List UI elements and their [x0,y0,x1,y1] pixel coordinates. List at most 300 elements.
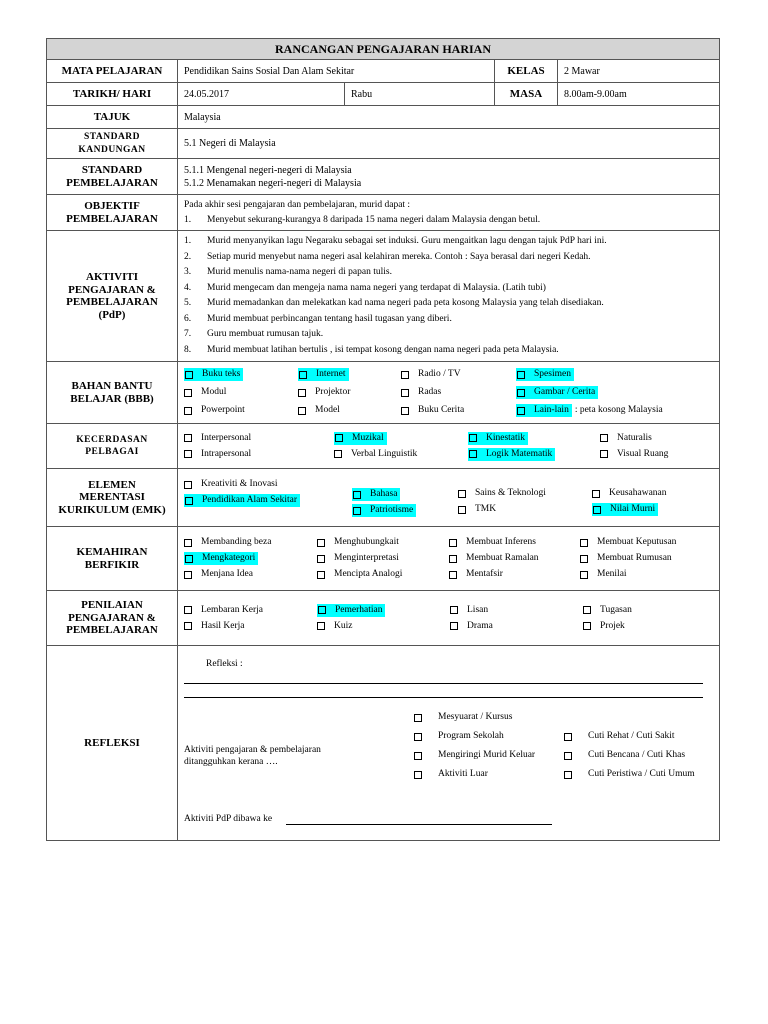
option-label: Lisan [467,604,489,615]
checkbox-icon[interactable] [564,733,572,741]
checkbox-option[interactable] [317,568,449,581]
checkbox-icon[interactable] [564,771,572,779]
checkbox-option[interactable] [458,487,592,500]
checkbox-option[interactable] [352,488,458,501]
emk-column [352,488,458,517]
label-line: STANDARD [83,132,141,142]
label-line: PENILAIAN [81,599,143,612]
option-label: Logik Matematik [486,448,553,459]
option-label: Projek [600,620,625,631]
checkbox-icon[interactable] [600,450,608,458]
checkbox-icon[interactable] [184,481,192,489]
checkbox-icon[interactable] [298,407,306,415]
option-body [334,448,417,461]
label-line: BELAJAR (BBB) [70,392,154,405]
option-label: Intrapersonal [201,448,252,459]
checkbox-icon[interactable] [583,606,591,614]
option-label: Muzikal [352,432,384,443]
option-label: Membanding beza [201,537,272,547]
option-body [184,432,251,445]
reason-option[interactable] [564,749,695,762]
hari-value: Rabu [345,83,495,106]
option-label: Lembaran Kerja [201,604,263,615]
checkbox-icon[interactable] [580,571,588,579]
option-label: Kinestatik [486,432,526,443]
option-body [450,620,493,633]
option-label: Modul [201,387,227,397]
checkbox-option[interactable] [184,368,298,381]
option-label: Nilai Murni [610,504,656,514]
highlighted-option [184,368,243,381]
option-body [401,368,461,381]
checkbox-option[interactable] [184,432,334,445]
checkbox-option[interactable] [401,386,516,399]
checkbox-icon[interactable] [184,389,192,397]
checkbox-icon[interactable] [449,555,457,563]
penilaian-label [47,591,178,646]
list-item [184,213,713,228]
label-line: (PdP) [98,308,126,321]
highlighted-option [516,404,572,417]
checkbox-icon[interactable] [564,752,572,760]
ditangguhkan-text: Aktiviti pengajaran & pembelajaran ditangguhkan kerana …. [184,745,321,767]
option-label: Hasil Kerja [201,620,245,631]
option-label: Membuat Inferens [466,537,536,547]
option-label: Menilai [597,569,627,579]
list-item [184,265,713,281]
reason-label: Cuti Rehat / Cuti Sakit [588,731,675,741]
page-title: RANCANGAN PENGAJARAN HARIAN [47,39,720,60]
checkbox-icon[interactable] [517,389,525,397]
option-label: Membuat Ramalan [466,553,539,563]
checkbox-option[interactable] [352,504,458,517]
label-line: PENGAJARAN & [68,611,156,624]
reason-option[interactable] [414,730,535,743]
option-body [401,386,441,399]
option-body [184,536,271,549]
option-body [184,620,245,633]
checkbox-icon[interactable] [583,622,591,630]
checkbox-option[interactable] [450,620,583,633]
option-label: Spesimen [534,369,571,379]
reason-label: Mengiringi Murid Keluar [438,750,536,760]
emk-column [184,478,352,507]
tajuk-label: TAJUK [47,106,178,129]
refleksi-section [178,646,720,841]
checkbox-icon[interactable] [317,622,325,630]
checkbox-option[interactable] [583,604,693,617]
checkbox-icon[interactable] [185,497,193,505]
option-body [317,620,352,633]
checkbox-icon[interactable] [184,571,192,579]
aktiviti-value [178,231,720,362]
kemahiran-label [47,527,178,591]
item-text: Menyebut sekurang-kurangya 8 daripada 15 nama negeri dalam Malaysia dengan betul. [207,214,541,225]
kemahiran-options [178,527,720,591]
tajuk-value: Malaysia [178,106,720,129]
standard-pembelajaran-value [178,159,720,195]
option-label: Kreativiti & Inovasi [201,479,278,489]
highlighted-option [298,368,349,381]
dibawa-ke-line[interactable] [286,824,552,825]
mata-pelajaran-value: Pendidikan Sains Sosial Dan Alam Sekitar [178,60,495,83]
label-line: OBJEKTIF [84,200,140,212]
label-line: KECERDASAN [76,434,148,445]
bbb-options [178,362,720,424]
highlighted-option [334,432,387,445]
checkbox-icon[interactable] [517,371,525,379]
label-line: PEMBELAJARAN [66,176,158,189]
label-line: BAHAN BANTU [71,380,153,392]
option-body [184,568,253,581]
list-item: 5.1.1 Mengenal negeri-negeri di Malaysia [184,164,352,176]
kecerdasan-label [47,424,178,469]
option-label: Bahasa [370,489,398,499]
checkbox-icon[interactable] [414,714,422,722]
checkbox-icon[interactable] [317,539,325,547]
option-body [600,432,652,445]
label-line: PELBAGAI [85,447,139,457]
checkbox-icon[interactable] [184,407,192,415]
label-line: MERENTASI [79,491,145,504]
option-label: Model [315,405,340,415]
option-body [184,386,226,399]
option-body [583,604,632,617]
checkbox-icon[interactable] [580,539,588,547]
checkbox-option[interactable] [317,604,450,617]
option-label: Projektor [315,387,351,397]
label-line: ELEMEN [88,478,136,491]
penilaian-grid [184,604,713,633]
option-label: Gambar / Cerita [534,387,596,397]
list-item [184,296,713,312]
list-item [184,234,713,250]
checkbox-option[interactable] [468,448,600,461]
checkbox-icon[interactable] [458,506,466,514]
checkbox-icon[interactable] [449,539,457,547]
standard-pembelajaran-label [47,159,178,195]
checkbox-icon[interactable] [184,606,192,614]
checkbox-option[interactable] [449,536,580,549]
checkbox-icon[interactable] [458,490,466,498]
refleksi-line[interactable] [184,683,703,684]
standard-kandungan-label [47,129,178,159]
highlighted-option [184,494,300,507]
highlighted-option [592,503,658,516]
checkbox-icon[interactable] [299,371,307,379]
checkbox-icon[interactable] [450,622,458,630]
checkbox-icon[interactable] [401,389,409,397]
option-label: Menghubungkait [334,537,399,547]
option-label: Radio / TV [418,369,461,379]
checkbox-option[interactable] [450,604,583,617]
aktiviti-list [184,234,713,358]
reason-label: Aktiviti Luar [438,769,488,779]
option-label: Visual Ruang [617,448,669,459]
option-label: Drama [467,620,493,631]
checkbox-option[interactable] [516,386,666,399]
checkbox-icon[interactable] [401,371,409,379]
lesson-plan-table [46,38,720,841]
checkbox-option[interactable] [184,386,298,399]
checkbox-icon[interactable] [185,371,193,379]
checkbox-option[interactable] [449,568,580,581]
checkbox-icon[interactable] [414,771,422,779]
checkbox-option[interactable] [184,478,352,491]
checkbox-option[interactable] [401,404,516,417]
option-label: Radas [418,387,442,397]
option-body [592,487,667,500]
highlighted-option [468,448,555,461]
emk-label [47,469,178,527]
checkbox-icon[interactable] [580,555,588,563]
checkbox-option[interactable] [298,368,401,381]
list-item [184,312,713,328]
list-item [184,343,713,359]
item-number: 2. [184,251,192,262]
reasons-left [414,711,535,781]
checkbox-option[interactable] [592,503,702,516]
item-text: Murid membuat latihan bertulis , isi tempat kosong dengan nama negeri pada peta Malaysia. [207,344,559,355]
checkbox-icon[interactable] [334,450,342,458]
item-text: Guru membuat rumusan tajuk. [207,329,324,339]
checkbox-option[interactable] [600,432,710,445]
highlighted-option [516,368,574,381]
item-number: 1. [184,236,192,246]
item-number: 7. [184,329,192,339]
checkbox-icon[interactable] [184,434,192,442]
reason-option[interactable] [414,768,535,781]
option-label: Kuiz [334,620,353,631]
option-body [184,478,278,491]
checkbox-icon[interactable] [317,571,325,579]
option-suffix: : peta kosong Malaysia [574,405,663,415]
option-body [184,448,251,461]
item-text: Setiap murid menyebut nama negeri asal kelahiran mereka. Contoh : Saya berasal dari negeri Kedah. [207,251,591,262]
checkbox-option[interactable] [184,620,317,633]
checkbox-icon[interactable] [469,450,477,458]
item-number: 5. [184,298,192,308]
option-body [449,568,503,581]
checkbox-icon[interactable] [593,506,601,514]
reason-option[interactable] [414,711,535,724]
label-line: KEMAHIRAN [76,546,148,558]
option-label: Membuat Rumusan [597,553,672,563]
option-body [449,552,539,565]
option-label: Menjana Idea [201,569,253,579]
checkbox-icon[interactable] [335,434,343,442]
option-body [401,404,464,417]
item-number: 3. [184,267,192,277]
option-body [580,552,672,565]
reasons-right [564,730,695,781]
checkbox-option[interactable] [580,568,710,581]
checkbox-icon[interactable] [353,507,361,515]
option-label: Membuat Keputusan [597,537,677,547]
checkbox-option[interactable] [600,448,710,461]
masa-label: MASA [495,83,558,106]
option-body [317,568,402,581]
reason-option[interactable] [414,749,535,762]
checkbox-option[interactable] [317,552,449,565]
penilaian-options [178,591,720,646]
checkbox-option[interactable] [458,503,592,516]
tarikh-label: TARIKH/ HARI [47,83,178,106]
kelas-value: 2 Mawar [558,60,720,83]
bbb-label [47,362,178,424]
option-label: Tugasan [600,604,632,615]
label-line: STANDARD [81,164,143,176]
checkbox-icon[interactable] [600,434,608,442]
option-label: Mengkategori [202,553,256,563]
option-body [580,536,676,549]
checkbox-icon[interactable] [185,555,193,563]
checkbox-option[interactable] [184,568,317,581]
option-body [458,487,546,500]
option-body [450,604,488,617]
checkbox-icon[interactable] [469,434,477,442]
option-body [458,503,496,516]
item-text: Murid membuat perbincangan tentang hasil tugasan yang diberi. [207,313,452,324]
option-label: Internet [316,369,346,379]
objektif-label [47,195,178,231]
checkbox-icon[interactable] [184,539,192,547]
checkbox-icon[interactable] [517,407,525,415]
option-label: Naturalis [617,432,652,443]
checkbox-option[interactable] [583,620,693,633]
objektif-value [178,195,720,231]
checkbox-option[interactable] [334,432,468,445]
option-label: Mentafsir [466,569,503,579]
emk-options [178,469,720,527]
label-line: PENGAJARAN & [68,283,156,296]
option-label: Buku teks [202,369,241,379]
checkbox-icon[interactable] [450,606,458,614]
list-item: 5.1.2 Menamakan negeri-negeri di Malaysia [184,177,362,189]
item-number: 4. [184,282,192,293]
reason-label: Cuti Bencana / Cuti Khas [588,750,686,760]
checkbox-icon[interactable] [184,622,192,630]
item-number: 6. [184,313,192,324]
checkbox-option[interactable] [401,368,516,381]
checkbox-option[interactable] [184,536,317,549]
checkbox-option[interactable] [184,404,298,417]
checkbox-option[interactable] [298,404,401,417]
checkbox-option[interactable] [184,448,334,461]
reason-label: Program Sekolah [438,731,504,741]
option-label: Buku Cerita [418,405,465,415]
checkbox-option[interactable] [580,536,710,549]
checkbox-icon[interactable] [317,555,325,563]
item-number: 8. [184,344,192,355]
reason-label: Cuti Peristiwa / Cuti Umum [588,769,695,779]
label-line: KURIKULUM (EMK) [58,503,166,516]
option-label: Pemerhatian [335,604,383,615]
checkbox-icon[interactable] [414,733,422,741]
dibawa-ke-label: Aktiviti PdP dibawa ke [184,814,273,824]
checkbox-icon[interactable] [449,571,457,579]
kecerdasan-options [178,424,720,469]
reason-label: Mesyuarat / Kursus [438,712,513,722]
checkbox-icon[interactable] [298,389,306,397]
list-item [184,250,713,266]
option-body [317,552,399,565]
emk-column [592,487,702,516]
item-text: Murid memadankan dan melekatkan kad nama negeri pada peta kosong Malaysia yang telah disediakan. [207,298,604,308]
kecerdasan-grid [184,432,713,461]
checkbox-option[interactable] [317,620,450,633]
label-line: PEMBELAJARAN [66,624,158,637]
kelas-label: KELAS [495,60,558,83]
checkbox-icon[interactable] [353,491,361,499]
option-body [317,536,399,549]
checkbox-option[interactable] [580,552,710,565]
label-line: AKTIVITI [86,271,138,283]
label-line: PEMBELAJARAN [66,212,158,225]
checkbox-icon[interactable] [592,490,600,498]
highlighted-option [468,432,528,445]
checkbox-option[interactable] [184,604,317,617]
refleksi-label: REFLEKSI [47,646,178,841]
option-label: Interpersonal [201,432,252,443]
label-line: KANDUNGAN [78,144,146,155]
reason-option[interactable] [564,730,695,743]
item-text: Murid menyanyikan lagu Negaraku sebagai set induksi. Guru mengaitkan lagu dengan tajuk PdP hari ini. [207,236,607,246]
option-body [298,404,340,417]
option-body [184,604,263,617]
checkbox-icon[interactable] [318,606,326,614]
checkbox-option[interactable] [592,487,702,500]
list-item [184,327,713,343]
checkbox-option[interactable] [184,494,352,507]
checkbox-icon[interactable] [414,752,422,760]
emk-columns [184,479,713,515]
option-body [580,568,627,581]
refleksi-prompt: Refleksi : [206,659,243,669]
item-text: Murid mengecam dan mengeja nama nama negeri yang terdapat di Malaysia. (Latih tubi) [207,282,546,293]
list-item [184,281,713,297]
option-label: Verbal Linguistik [351,448,418,459]
checkbox-option[interactable] [516,368,666,381]
checkbox-icon[interactable] [184,450,192,458]
option-body [449,536,536,549]
option-label: Sains & Teknologi [475,488,546,498]
objektif-intro: Pada akhir sesi pengajaran dan pembelajaran, murid dapat : [184,199,411,210]
option-body [184,404,245,417]
checkbox-option[interactable] [449,552,580,565]
emk-column [458,487,592,516]
checkbox-option[interactable] [334,448,468,461]
checkbox-icon[interactable] [401,407,409,415]
checkbox-option[interactable] [317,536,449,549]
item-text: Murid menulis nama-nama negeri di papan tulis. [207,267,392,277]
option-label: Mencipta Analogi [334,569,403,579]
highlighted-option [317,604,385,617]
option-label: Keusahawanan [609,488,667,498]
refleksi-line[interactable] [184,697,703,698]
checkbox-option[interactable] [468,432,600,445]
option-label: Lain-lain [534,405,569,415]
option-body [583,620,625,633]
checkbox-option[interactable] [298,386,401,399]
option-label: TMK [475,504,497,514]
reason-option[interactable] [564,768,695,781]
checkbox-option[interactable] [516,404,666,417]
label-line: PEMBELAJARAN [66,296,158,308]
highlighted-option [184,552,258,565]
checkbox-option[interactable] [184,552,317,565]
mata-pelajaran-label: MATA PELAJARAN [47,60,178,83]
